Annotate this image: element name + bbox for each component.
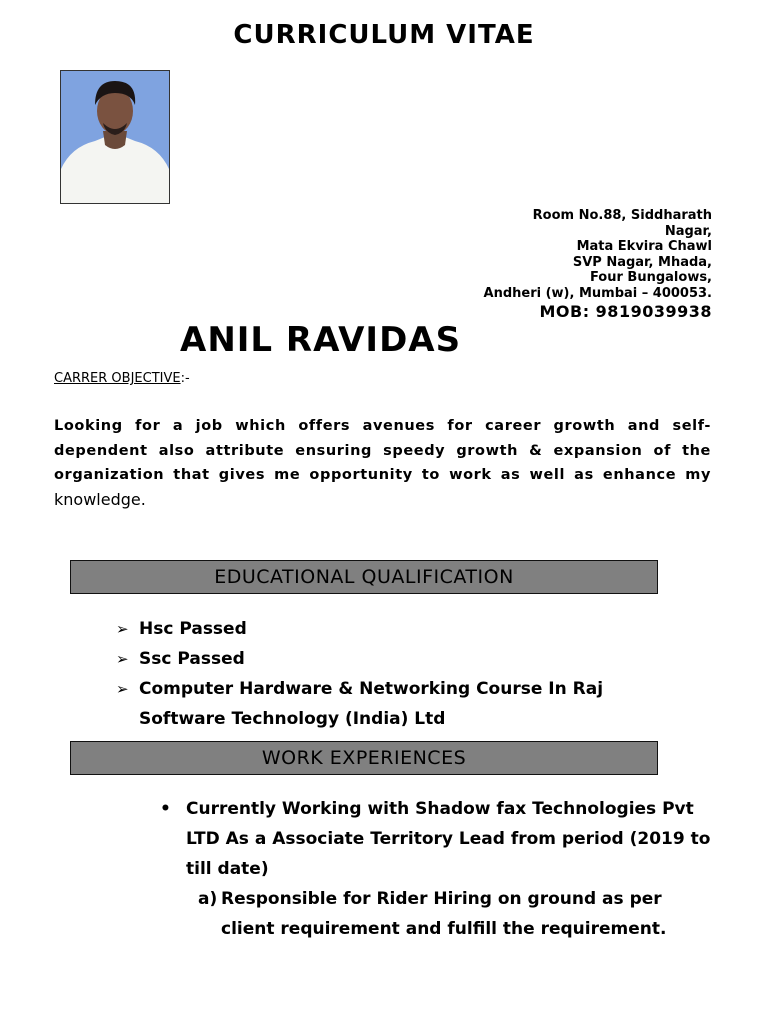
arrow-bullet-icon: ➢ <box>116 650 129 668</box>
address-block <box>484 208 712 301</box>
address-line: Room No.88, Siddharath <box>532 208 712 223</box>
address-line: SVP Nagar, Mhada, <box>572 254 712 270</box>
candidate-name: ANIL RAVIDAS <box>180 320 462 360</box>
objective-text <box>54 414 711 513</box>
person-photo-icon <box>61 71 169 203</box>
profile-photo <box>60 70 170 204</box>
objective-heading <box>54 371 190 386</box>
arrow-bullet-icon: ➢ <box>116 680 129 698</box>
objective-heading-label: CARRER OBJECTIVE <box>54 371 181 386</box>
document-title: CURRICULUM VITAE <box>233 20 535 50</box>
objective-last-word: knowledge. <box>54 489 146 509</box>
work-list <box>160 794 720 944</box>
education-item: Ssc Passed <box>139 649 245 669</box>
work-subitem-text: Responsible for Rider Hiring on ground as per client requirement and fulfill the requirement. <box>221 889 667 939</box>
list-item <box>116 614 659 644</box>
list-item <box>116 674 659 734</box>
list-item <box>160 794 720 884</box>
dot-bullet-icon: • <box>160 799 171 819</box>
mobile-number: MOB: 9819039938 <box>539 302 712 321</box>
list-item <box>116 644 659 674</box>
education-item: Hsc Passed <box>139 619 247 639</box>
address-line: Nagar, <box>664 223 712 239</box>
education-item: Computer Hardware & Networking Course In Raj Software Technology (India) Ltd <box>139 679 604 729</box>
address-line: Andheri (w), Mumbai – 400053. <box>483 285 712 301</box>
education-section-header: EDUCATIONAL QUALIFICATION <box>70 560 658 594</box>
work-section-header: WORK EXPERIENCES <box>70 741 658 775</box>
arrow-bullet-icon: ➢ <box>116 620 129 638</box>
address-line: Mata Ekvira Chawl <box>576 239 712 254</box>
objective-heading-suffix: :- <box>180 371 190 386</box>
objective-body: Looking for a job which offers avenues for career growth and self-dependent also attribute ensuring speedy growth & expansion of the organization that gives me opportunity to work as well as enhance my <box>54 418 711 483</box>
work-subitem <box>198 884 720 944</box>
address-line: Four Bungalows, <box>589 270 712 285</box>
subitem-marker: a) <box>198 889 218 909</box>
work-item: Currently Working with Shadow fax Technologies Pvt LTD As a Associate Territory Lead from period (2019 to till date) <box>186 799 711 879</box>
education-list <box>116 614 659 734</box>
